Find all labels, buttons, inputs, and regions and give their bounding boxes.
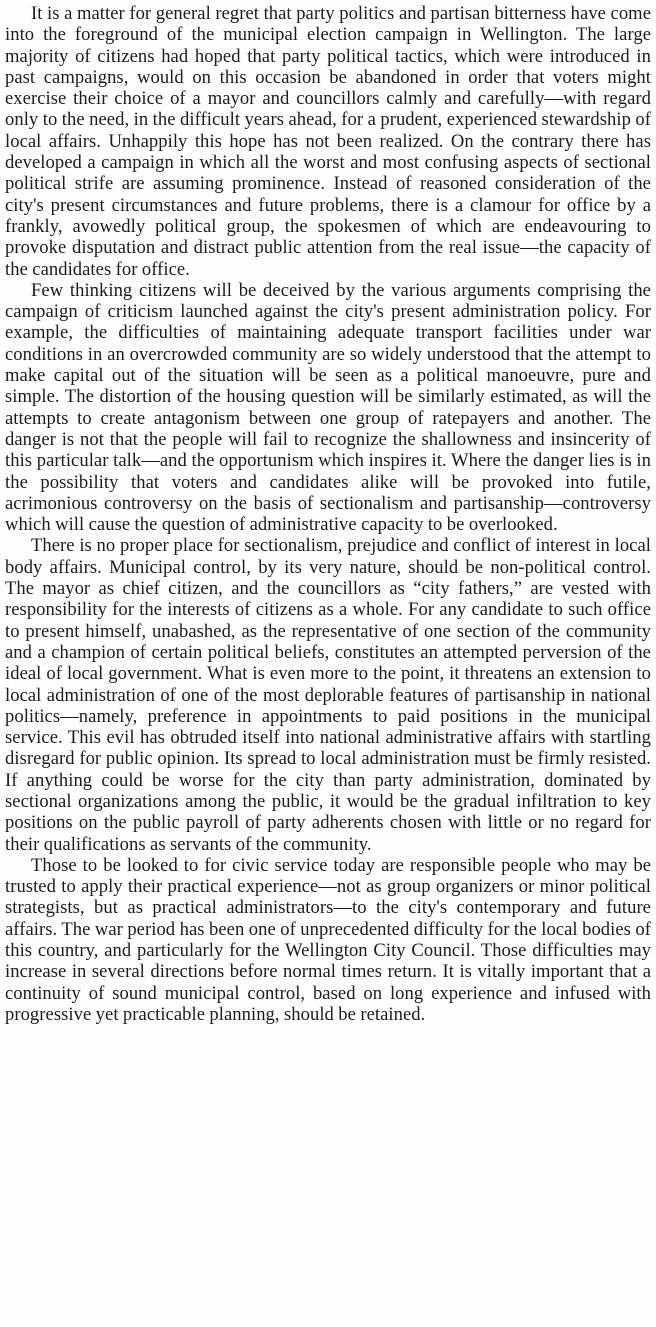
paragraph-sectionalism: There is no proper place for sectionalism, prejudice and conflict of interest in local body affairs. Municipal control, by its very nature, should be non-political control. The mayor as chief citizen, and the councillors as “city fathers,” are vested with responsibility for the interests of citizens as a whole. For any candidate to such office to present himself, unabashed, as the representative of one section of the community and a champion of certain political beliefs, constitutes an attempted perversion of the ideal of local government. What is even more to the point, it threatens an extension to local administration of one of the most deplorable features of partisanship in national politics—namely, preference in appointments to paid positions in the municipal service. This evil has obtruded itself into national administrative affairs with startling disregard for public opinion. Its spread to local administration must be firmly resisted. If anything could be worse for the city than party administration, dominated by sectional organizations among the public, it would be the gradual infiltration to key positions on the public payroll of party adherents chosen with little or no regard for their qualifications as servants of the community. xyxy=(5,535,651,855)
editorial-column xyxy=(5,3,651,1025)
paragraph-civic-service: Those to be looked to for civic service today are responsible people who may be trusted to apply their practical experience—not as group organizers or minor political strategists, but as practical administrators—to the city's contemporary and future affairs. The war period has been one of unprecedented difficulty for the local bodies of this country, and particularly for the Wellington City Council. Those difficulties may increase in several directions before normal times return. It is vitally important that a continuity of sound municipal control, based on long experience and infused with progressive yet practicable planning, should be retained. xyxy=(5,854,651,1025)
paragraph-campaign-criticism: Few thinking citizens will be deceived by the various arguments comprising the campaign of criticism launched against the city's present administration policy. For example, the difficulties of maintaining adequate transport facilities under war conditions in an overcrowded community are so widely understood that the attempt to make capital out of the situation will be seen as a political manoeuvre, pure and simple. The distortion of the housing question will be similarly estimated, as will the attempts to create antagonism between one group of ratepayers and another. The danger is not that the people will fail to recognize the shallowness and insincerity of this particular talk—and the opportunism which inspires it. Where the danger lies is in the possibility that voters and candidates alike will be provoked into futile, acrimonious controversy on the basis of sectionalism and partisanship—controversy which will cause the question of administrative capacity to be overlooked. xyxy=(5,279,651,536)
paragraph-party-politics: It is a matter for general regret that party politics and partisan bitterness have come into the foreground of the municipal election campaign in Wellington. The large majority of citizens had hoped that party political tactics, which were introduced in past campaigns, would on this occasion be abandoned in order that voters might exercise their choice of a mayor and councillors calmly and carefully—with regard only to the need, in the difficult years ahead, for a prudent, experienced stewardship of local affairs. Unhappily this hope has not been realized. On the contrary there has developed a campaign in which all the worst and most confusing aspects of sectional political strife are assuming prominence. Instead of reasoned consideration of the city's present circumstances and future problems, there is a clamour for office by a frankly, avowedly political group, the spokesmen of which are endeavouring to provoke disputation and distract public attention from the real issue—the capacity of the candidates for office. xyxy=(5,3,651,280)
